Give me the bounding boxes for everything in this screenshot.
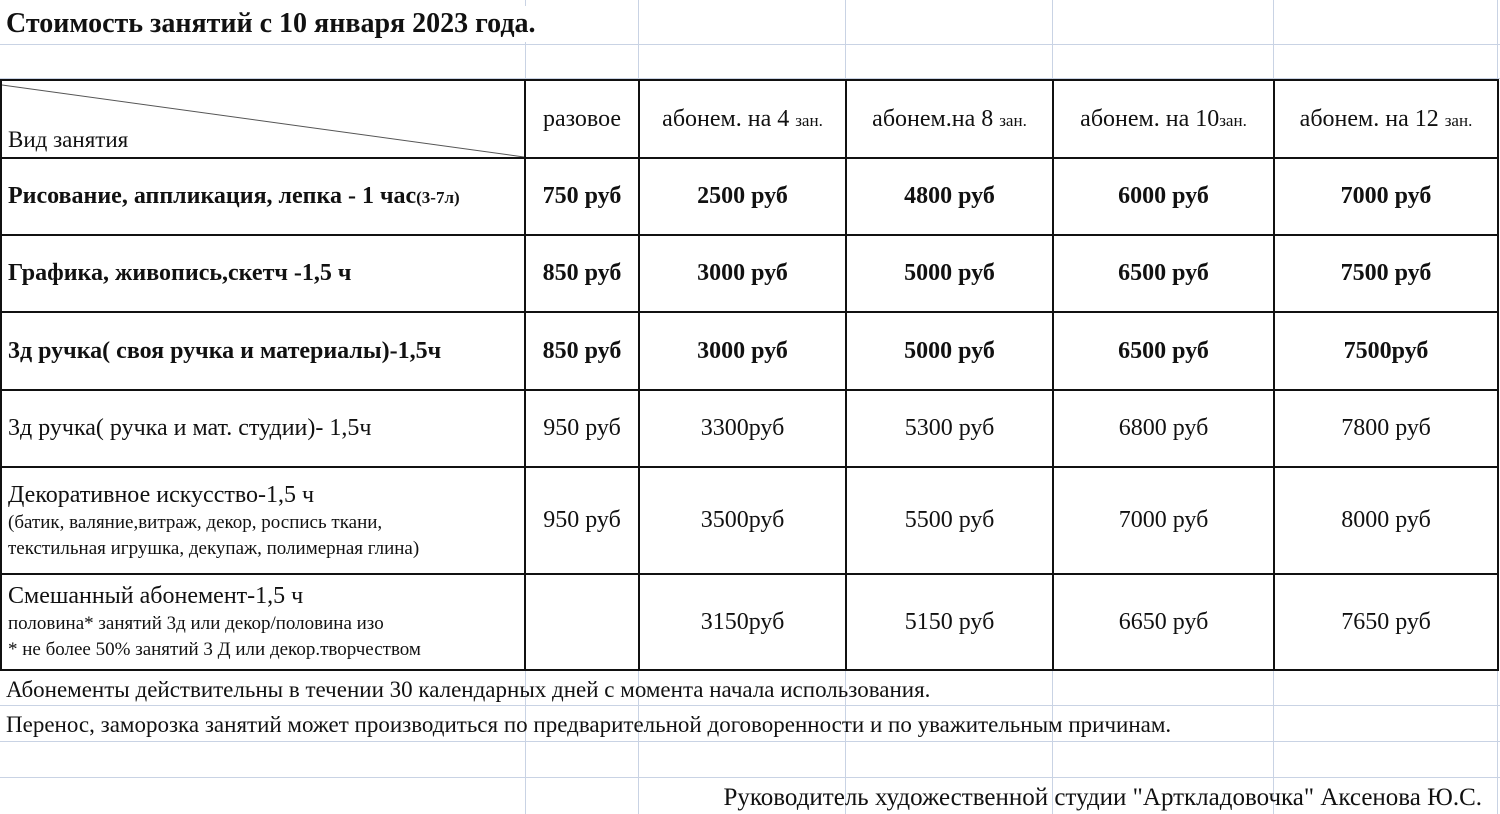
price-cell: 7650 руб bbox=[1274, 574, 1498, 670]
price-cell: 6800 руб bbox=[1053, 390, 1274, 467]
price-cell: 5500 руб bbox=[846, 467, 1053, 574]
price-cell: 6500 руб bbox=[1053, 235, 1274, 312]
activity-name: Рисование, аппликация, лепка - 1 час(3-7л) bbox=[1, 158, 525, 235]
column-header-10: абонем. на 10зан. bbox=[1053, 80, 1274, 158]
activity-name: 3д ручка( своя ручка и материалы)-1,5ч bbox=[1, 312, 525, 390]
signature: Руководитель художественной студии "Арткладовочка" Аксенова Ю.С. bbox=[723, 784, 1482, 811]
corner-cell bbox=[1, 80, 525, 158]
price-cell: 3000 руб bbox=[639, 235, 846, 312]
activity-title: Декоративное искусство-1,5 ч bbox=[8, 481, 315, 508]
price-cell: 4800 руб bbox=[846, 158, 1053, 235]
activity-details: (батик, валяние,витраж, декор, роспись ткани, bbox=[8, 511, 383, 533]
price-cell: 950 руб bbox=[525, 390, 639, 467]
activity-details: текстильная игрушка, декупаж, полимерная глина) bbox=[8, 537, 420, 559]
column-header-8: абонем.на 8 зан. bbox=[846, 80, 1053, 158]
price-cell: 7500руб bbox=[1274, 312, 1498, 390]
page-title: Стоимость занятий с 10 января 2023 года. bbox=[6, 6, 544, 42]
activity-name bbox=[1, 574, 525, 670]
price-cell: 7800 руб bbox=[1274, 390, 1498, 467]
price-cell: 5000 руб bbox=[846, 235, 1053, 312]
price-cell: 3000 руб bbox=[639, 312, 846, 390]
price-cell: 8000 руб bbox=[1274, 467, 1498, 574]
price-cell: 850 руб bbox=[525, 235, 639, 312]
activity-details: половина* занятий 3д или декор/половина изо bbox=[8, 613, 384, 634]
table-row bbox=[1, 235, 1498, 312]
price-cell: 6000 руб bbox=[1053, 158, 1274, 235]
price-cell: 6500 руб bbox=[1053, 312, 1274, 390]
price-cell: 950 руб bbox=[525, 467, 639, 574]
table-header-row bbox=[1, 80, 1498, 158]
price-cell: 3500руб bbox=[639, 467, 846, 574]
activity-details: * не более 50% занятий 3 Д или декор.творчеством bbox=[8, 639, 421, 660]
table-row bbox=[1, 158, 1498, 235]
activity-title: Смешанный абонемент-1,5 ч bbox=[8, 583, 304, 609]
note-validity: Абонементы действительны в течении 30 календарных дней с момента начала использования. bbox=[6, 677, 931, 702]
price-cell: 2500 руб bbox=[639, 158, 846, 235]
price-cell: 5150 руб bbox=[846, 574, 1053, 670]
table-row bbox=[1, 390, 1498, 467]
table-row bbox=[1, 467, 1498, 574]
column-header-4: абонем. на 4 зан. bbox=[639, 80, 846, 158]
note-transfer: Перенос, заморозка занятий может производиться по предварительной договоренности и по уважительным причинам. bbox=[6, 712, 1172, 737]
price-cell: 850 руб bbox=[525, 312, 639, 390]
price-cell: 5300 руб bbox=[846, 390, 1053, 467]
activity-name: Графика, живопись,скетч -1,5 ч bbox=[1, 235, 525, 312]
price-cell: 750 руб bbox=[525, 158, 639, 235]
price-cell: 5000 руб bbox=[846, 312, 1053, 390]
activity-name bbox=[1, 467, 525, 574]
table-row bbox=[1, 312, 1498, 390]
price-cell: 7000 руб bbox=[1274, 158, 1498, 235]
table-row bbox=[1, 574, 1498, 670]
price-cell bbox=[525, 574, 639, 670]
column-header-single: разовое bbox=[525, 80, 639, 158]
price-cell: 3300руб bbox=[639, 390, 846, 467]
price-cell: 7000 руб bbox=[1053, 467, 1274, 574]
price-cell: 7500 руб bbox=[1274, 235, 1498, 312]
price-table bbox=[0, 79, 1499, 671]
price-cell: 6650 руб bbox=[1053, 574, 1274, 670]
price-cell: 3150руб bbox=[639, 574, 846, 670]
column-header-activity: Вид занятия bbox=[8, 127, 129, 152]
column-header-12: абонем. на 12 зан. bbox=[1274, 80, 1498, 158]
activity-name: 3д ручка( ручка и мат. студии)- 1,5ч bbox=[1, 390, 525, 467]
